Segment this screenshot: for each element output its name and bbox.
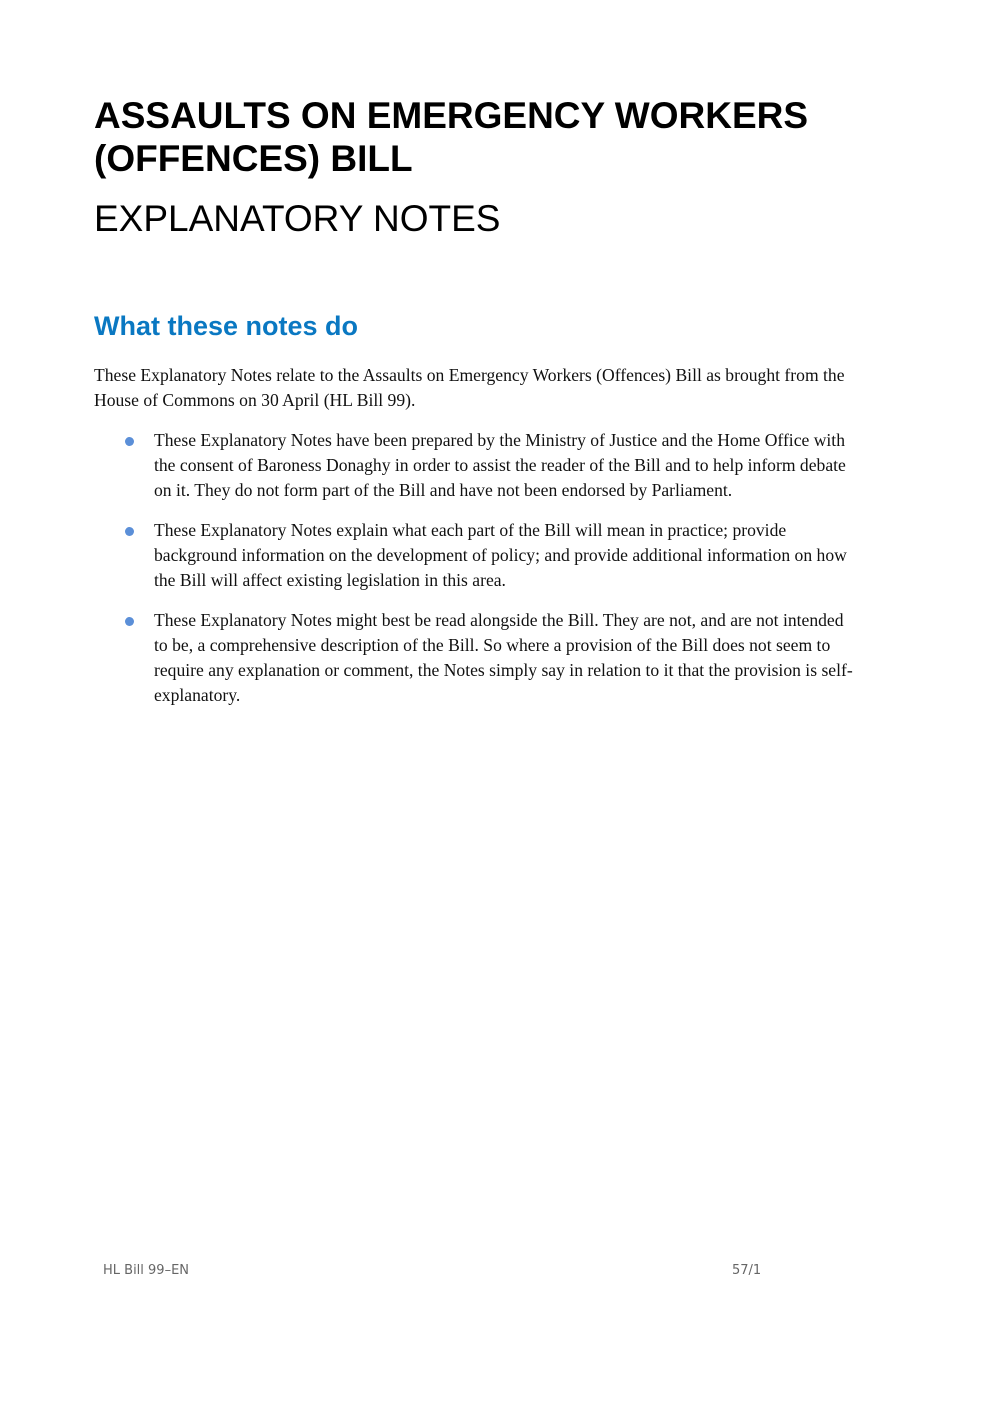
bullet-icon <box>125 617 134 626</box>
document-title: ASSAULTS ON EMERGENCY WORKERS (OFFENCES) BILL <box>94 95 809 179</box>
list-item <box>94 608 854 708</box>
list-item <box>94 518 854 593</box>
list-item-text: These Explanatory Notes might best be read alongside the Bill. They are not, and are not intended to be, a comprehensive description of the Bill. So where a provision of the Bill does not seem to require any explanation or comment, the Notes simply say in relation to it that the provision is self-explanatory. <box>154 610 853 705</box>
bullet-icon <box>125 437 134 446</box>
footer-page-number: 57/1 <box>732 1263 762 1278</box>
list-item-text: These Explanatory Notes explain what each part of the Bill will mean in practice; provide background information on the development of policy; and provide additional information on how the Bill will affect existing legislation in this area. <box>154 520 847 590</box>
footer-bill-reference: HL Bill 99–EN <box>103 1263 190 1278</box>
intro-paragraph: These Explanatory Notes relate to the Assaults on Emergency Workers (Offences) Bill as brought from the House of Commons on 30 April (HL Bill 99). <box>94 365 845 410</box>
list-item-text: These Explanatory Notes have been prepared by the Ministry of Justice and the Home Office with the consent of Baroness Donaghy in order to assist the reader of the Bill and to help inform debate on it. They do not form part of the Bill and have not been endorsed by Parliament. <box>154 430 846 500</box>
bullet-list <box>94 428 854 723</box>
bullet-icon <box>125 527 134 536</box>
section-heading: What these notes do <box>94 311 359 341</box>
list-item <box>94 428 854 503</box>
document-subtitle: EXPLANATORY NOTES <box>94 198 501 239</box>
